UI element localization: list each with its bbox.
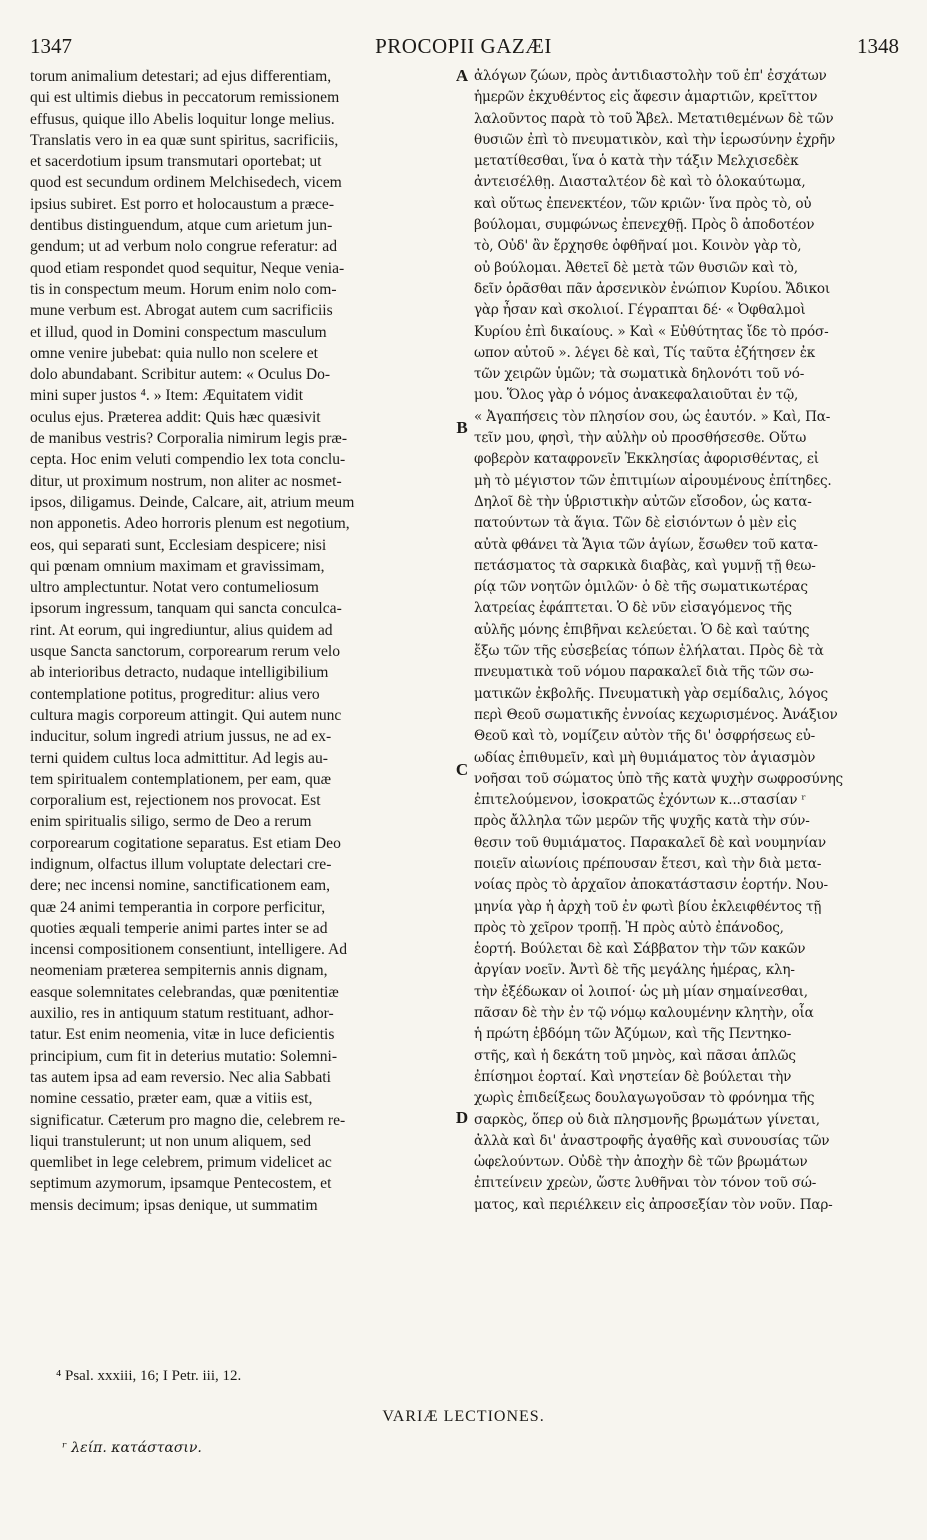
greek-text-line: ἐπιτείνειν χρεὼν, ὥστε λυθῆναι τὸν τόνον τοῦ σώ-: [474, 1175, 817, 1192]
latin-text-line: torum animalium detestari; ad ejus differentiam,: [30, 68, 332, 85]
greek-text-line: πνευματικὰ τοῦ νόμου παρακαλεῖ διὰ τῆς τῶν σω-: [474, 664, 814, 681]
latin-text-line: mini super justos ⁴. » Item: Æquitatem vidit: [30, 387, 304, 405]
latin-text-line: ditur, ut proximum nostrum, non aliter ac nosmet-: [30, 472, 342, 490]
latin-text-line: dentibus distinguendum, atque cum arietum jun-: [30, 217, 333, 235]
greek-text-line: δεῖν ὁρᾶσθαι πᾶν ἀρσενικὸν ἐνώπιον Κυρίου. Ἄδικοι: [474, 280, 831, 297]
section-marker-d: D: [455, 1108, 469, 1127]
greek-text-line: αὐτὰ φθάνει τὰ Ἅγια τῶν ἁγίων, ἔσωθεν τοῦ κατα-: [474, 536, 818, 553]
greek-text-line: πρὸς τὸ χεῖρον τροπῇ. Ἡ πρὸς αὐτὸ ἐπάνοδος,: [474, 919, 784, 936]
latin-text-line: tas autem ipsa ad eam reversio. Nec alia Sabbati: [30, 1068, 331, 1086]
greek-text-line: ματος, καὶ περιέλκειν εἰς ἀπροσεξίαν τὸν νοῦν. Παρ-: [474, 1196, 833, 1213]
latin-text-line: incensi compositionem consentiunt, intelligere. Ad: [30, 941, 348, 959]
latin-text-line: ultro amplectuntur. Notat vero contumeliosum: [30, 579, 319, 597]
greek-text-line: ὠφελούντων. Οὐδὲ τὴν ἀποχὴν δὲ τῶν βρωμάτων: [474, 1154, 808, 1171]
greek-text-line: τῶν χειρῶν ὑμῶν; τὰ σωματικὰ δηλονότι τοῦ νό-: [474, 366, 805, 383]
latin-text-line: et sacerdotium ipsum transmutari oportebat; ut: [30, 153, 322, 171]
greek-text-line: θεσιν τοῦ θυμιάματος. Παρακαλεῖ δὲ καὶ νουμηνίαν: [474, 834, 826, 851]
latin-text-line: quoties æquali temperie animi partes inter se ad: [30, 919, 328, 937]
greek-text-line: ωπον αὐτοῦ ». λέγει δὲ καὶ, Τίς ταῦτα ἐζήτησεν ἐκ: [474, 344, 816, 361]
latin-text-line: qui est ultimis diebus in peccatorum remissionem: [30, 89, 340, 107]
latin-text-line: oculus ejus. Præterea addit: Quis hæc quæsivit: [30, 408, 321, 426]
latin-text-line: Translatis vero in ea quæ sunt spiritus, sacrificiis,: [30, 131, 339, 149]
latin-text-line: easque solemnitates celebrandas, quæ pœnitentiæ: [30, 983, 339, 1001]
greek-text-line: ωδίας ἐπιθυμεῖν, καὶ μὴ θυμιάματος τὸν ἁγιασμὸν: [474, 749, 816, 766]
greek-text-line: ἀργίαν νοεῖν. Ἀντὶ δὲ τῆς μεγάλης ἡμέρας, κλη-: [474, 962, 795, 979]
latin-text-line: enim spiritualis siligo, sermo de Deo a rerum: [30, 813, 312, 831]
greek-text-line: γὰρ ἦσαν καὶ σκολιοί. Γέγραπται δέ· « Ὀφθαλμοὶ: [474, 302, 806, 319]
latin-text-line: auxilio, res in antiquum statum restituant, adhor-: [30, 1005, 334, 1023]
greek-text-line: στῆς, καὶ ἡ δεκάτη τοῦ μηνὸς, καὶ πᾶσαι ἁπλῶς: [474, 1047, 796, 1064]
greek-text-line: ἔξω τῶν τῆς εὐσεβείας τόπων ἐλήλαται. Πρὸς δὲ τὰ: [474, 643, 824, 660]
greek-text-line: καὶ οὕτως ἐπενεκτέον, τῶν κριῶν· ἵνα πρὸς τὸ, οὐ: [474, 195, 812, 212]
section-marker-a: A: [455, 66, 469, 85]
latin-text-line: quemlibet in lege celebrem, primum videlicet ac: [30, 1154, 332, 1172]
greek-text-line: ἀλλὰ καὶ δι' ἀναστροφῆς ἀγαθῆς καὶ συνουσίας τῶν: [474, 1132, 830, 1149]
greek-text-line: χωρὶς ἐπιδείξεως δουλαγωγοῦσαν τὸ φρόνημα τῆς: [474, 1090, 815, 1107]
greek-text-line: περὶ Θεοῦ σωματικῆς ἐννοίας κεχωρισμένος. Ἀνάξιον: [474, 706, 838, 723]
latin-text-line: corporearum cogitatione separatus. Est etiam Deo: [30, 834, 341, 852]
latin-text-line: eos, qui separati sunt, Ecclesiam despicere; nisi: [30, 536, 327, 554]
greek-text-line: ρίᾳ τῶν νοητῶν ὁμιλῶν· ὁ δὲ τῆς σωματικωτέρας: [474, 579, 808, 596]
latin-text-line: mensis decimum; ipsas denique, ut summatim: [30, 1196, 318, 1214]
greek-text-line: μετατίθεσθαι, ἵνα ὁ κατὰ τὴν τάξιν Μελχισεδὲκ: [474, 153, 799, 170]
greek-text-line: τὴν ἐξέδωκαν οἱ λοιποί· ὡς μὴ μίαν σημαίνεσθαι,: [474, 983, 808, 1000]
latin-text-line: rint. At eorum, qui ingrediuntur, alius quidem ad: [30, 621, 333, 639]
variant-readings-heading: VARIÆ LECTIONES.: [382, 1408, 545, 1425]
latin-text-line: effusus, quique illo Abelis loquitur longe melius.: [30, 110, 335, 128]
greek-text-line: ἐπίσημοι ἑορταί. Καὶ νηστείαν δὲ βούλεται τὴν: [474, 1068, 792, 1085]
latin-text-line: ab interioribus detracto, nudaque intelligibilium: [30, 664, 329, 682]
latin-text-line: dolo abundabant. Scribitur autem: « Oculus Do-: [30, 366, 331, 384]
footnote: ⁴ Psal. xxxiii, 16; I Petr. iii, 12.: [56, 1368, 242, 1384]
latin-text-line: significatur. Cæterum pro magno die, celebrem re-: [30, 1111, 346, 1129]
greek-text-line: ματικῶν ἐκβολῆς. Πνευματικὴ γὰρ σεμίδαλις, λόγος: [474, 685, 828, 702]
greek-text-line: Κυρίου ἐπὶ δικαίους. » Καὶ « Εὐθύτητας ἴδε τὸ πρόσ-: [474, 323, 829, 340]
latin-text-line: terni quidem cultus loca admittitur. Ad legis au-: [30, 749, 328, 767]
greek-text-line: πατούντων τὰ ἅγια. Τῶν δὲ εἰσιόντων ὁ μὲν εἰς: [474, 515, 797, 532]
latin-text-line: non apponetis. Adeo horroris plenum est negotium,: [30, 515, 350, 533]
section-marker-b: B: [456, 418, 468, 437]
greek-text-line: μου. Ὅλος γὰρ ὁ νόμος ἀνακεφαλαιοῦται ἐν τῷ,: [474, 387, 799, 404]
greek-text-line: λαλοῦντος παρὰ τὸ τοῦ Ἄβελ. Μετατιθεμένων δὲ τῶν: [474, 110, 834, 127]
latin-text-line: inducitur, solum ingredi atrium jussus, ne ad ex-: [30, 728, 332, 746]
greek-text-line: ποιεῖν αἰωνίοις πρέπουσαν ἔτεσι, καὶ τὴν διὰ μετα-: [474, 855, 822, 872]
latin-text-line: ipsius subiret. Est porro et holocaustum a præce-: [30, 195, 335, 213]
greek-text-line: Δηλοῖ δὲ τὴν ὑβριστικὴν αὐτῶν εἴσοδον, ὡς κατα-: [474, 493, 812, 510]
greek-text-line: νοίας πρὸς τὸ ἀρχαῖον ἀποκατάστασιν ἑορτήν. Νου-: [474, 877, 828, 894]
latin-text-line: contemplatione potitus, progreditur: alius vero: [30, 685, 320, 703]
latin-text-line: neomeniam præterea sempiternis annis dignam,: [30, 962, 328, 980]
greek-text-line: ἀντεισέλθῃ. Διασταλτέον δὲ καὶ τὸ ὁλοκαύτωμα,: [474, 174, 806, 191]
greek-text-line: φοβερὸν καταφρονεῖν Ἐκκλησίας ἀφορισθέντας, εἰ: [474, 451, 819, 468]
greek-text-line: ἑορτή. Βούλεται δὲ καὶ Σάββατον τὴν τῶν κακῶν: [474, 941, 806, 958]
greek-text-line: σαρκὸς, ὅπερ οὐ διὰ πλησμονῆς βρωμάτων γίνεται,: [474, 1111, 820, 1128]
latin-text-line: principium, cum fit in deterius mutatio: Solemni-: [30, 1047, 338, 1065]
latin-text-line: quod est secundum ordinem Melchisedech, vicem: [30, 174, 342, 192]
greek-text-line: θυσιῶν ἐπὶ τὸ πνευματικὸν, καὶ τὴν ἱερωσύνην ἐχρῆν: [474, 131, 836, 148]
greek-text-line: μὴ τὸ μέγιστον τῶν ἐπιτιμίων αἱρουμένους ἐπίτηδες.: [474, 472, 832, 489]
latin-column: [30, 66, 452, 1216]
greek-text-line: οὐ βούλομαι. Ἀθετεῖ δὲ μετὰ τῶν θυσιῶν καὶ τὸ,: [474, 259, 798, 276]
greek-text-line: τεῖν μου, φησὶ, τὴν αὐλὴν οὐ προσθήσεσθε. Οὕτω: [474, 430, 807, 447]
page-number-left: 1347: [30, 34, 72, 58]
latin-text-line: liqui transtulerunt; ut non unum aliquem, sed: [30, 1132, 312, 1150]
latin-text-line: gendum; ut ad verbum nolo congrue referatur: ad: [30, 238, 338, 256]
latin-text-line: mune verbum est. Abrogat autem cum sacrificiis: [30, 302, 333, 320]
greek-text-line: πετάσματος τὰ σαρκικὰ διαβὰς, καὶ γυμνῇ τῇ θεω-: [474, 557, 816, 574]
latin-text-line: septimum azymorum, ipsamque Pentecostem, et: [30, 1175, 332, 1193]
latin-text-line: corporalium est, rejectionem nos provocat. Est: [30, 792, 321, 810]
greek-text-line: πᾶσαν δὲ τὴν ἐν τῷ νόμῳ καλουμένην κλητὴν, οἷα: [474, 1005, 814, 1022]
greek-text-line: λατρείας ἐφάπτεται. Ὁ δὲ νῦν εἰσαγόμενος τῆς: [474, 600, 792, 617]
greek-text-line: μηνία γὰρ ἡ ἀρχὴ τοῦ ἐν φωτὶ βίου ἐκλειφθέντος τῇ: [474, 898, 822, 915]
latin-text-line: ipsos, diligamus. Deinde, Calcare, ait, atrium meum: [30, 493, 355, 511]
latin-text-line: et illud, quod in Domini conspectum masculum: [30, 323, 327, 341]
latin-text-line: usque Sancta sanctorum, corporearum rerum velo: [30, 643, 341, 661]
latin-text-line: quæ 24 animi temperantia in corpore perficitur,: [30, 898, 326, 916]
page-number-right: 1348: [857, 34, 899, 58]
latin-text-line: cepta. Hoc enim veluti compendio lex tota conclu-: [30, 451, 346, 469]
latin-text-line: quod etiam respondet quod sequitur, Neque venia-: [30, 259, 345, 277]
greek-text-line: ἡ πρώτη ἑβδόμη τῶν Ἀζύμων, καὶ τῆς Πεντηκο-: [474, 1026, 792, 1043]
latin-text-line: qui pœnam omnium maximam et gravissimam,: [30, 557, 325, 575]
latin-text-line: cultura magis corporeum attingit. Qui autem nunc: [30, 706, 342, 724]
latin-text-line: de manibus vestris? Corporalia nimirum legis præ-: [30, 430, 348, 448]
running-title: PROCOPII GAZÆI: [375, 34, 552, 58]
greek-text-line: « Ἀγαπήσεις τὸν πλησίον σου, ὡς ἑαυτόν. » Καὶ, Πα-: [474, 408, 831, 425]
latin-text-line: tem spiritualem contemplationem, per eam, quæ: [30, 770, 331, 788]
greek-text-line: Θεοῦ καὶ τὸ, νομίζειν αὐτὸν τῆς δι' ὀσφρήσεως εὐ-: [474, 728, 816, 745]
greek-text-line: βούλομαι, συμφώνως ἐπενεχθῇ. Πρὸς ὃ ἀποδοτέον: [474, 217, 815, 234]
latin-text-line: indignum, olfactus illum voluptate delectari cre-: [30, 855, 332, 873]
greek-text-line: ἐπιτελούμενον, ἰσοκρατῶς ἐχόντων κ...στασίαν ʳ: [474, 792, 806, 809]
latin-text-line: ipsorum ingressum, tanquam qui sancta conculca-: [30, 600, 342, 618]
latin-text-line: omne venire jubebat: quia nullo non scelere et: [30, 344, 318, 362]
variant-reading: ʳ λείπ. κατάστασιν.: [62, 1440, 202, 1456]
section-marker-c: C: [455, 760, 469, 779]
latin-text-line: tis in conspectum meum. Horum enim nolo com-: [30, 280, 337, 298]
latin-text-line: nomine cessatio, præter eam, quæ a vitiis est,: [30, 1090, 313, 1108]
latin-text-line: dere; nec incensi nomine, sanctificationem eam,: [30, 877, 331, 895]
greek-column: [474, 66, 898, 1216]
latin-text-line: tatur. Est enim neomenia, vitæ in luce deficientis: [30, 1026, 335, 1044]
greek-text-line: ἀλόγων ζώων, πρὸς ἀντιδιαστολὴν τοῦ ἐπ' ἐσχάτων: [474, 68, 827, 84]
greek-text-line: ἡμερῶν ἐκχυθέντος εἰς ἄφεσιν ἁμαρτιῶν, κρεῖττον: [474, 89, 818, 106]
greek-text-line: πρὸς ἄλληλα τῶν μερῶν τῆς ψυχῆς κατὰ τὴν σύν-: [474, 813, 810, 830]
greek-text-line: αὐλῆς μόνης ἐπιβῆναι κελεύεται. Ὁ δὲ καὶ ταύτης: [474, 621, 810, 638]
greek-text-line: τὸ, Οὐδ' ἂν ἔρχησθε ὀφθῆναί μοι. Κοινὸν γὰρ τὸ,: [474, 238, 802, 255]
greek-text-line: νοῆσαι τοῦ σώματος ὑπὸ τῆς κατὰ ψυχὴν σωφροσύνης: [474, 770, 843, 787]
